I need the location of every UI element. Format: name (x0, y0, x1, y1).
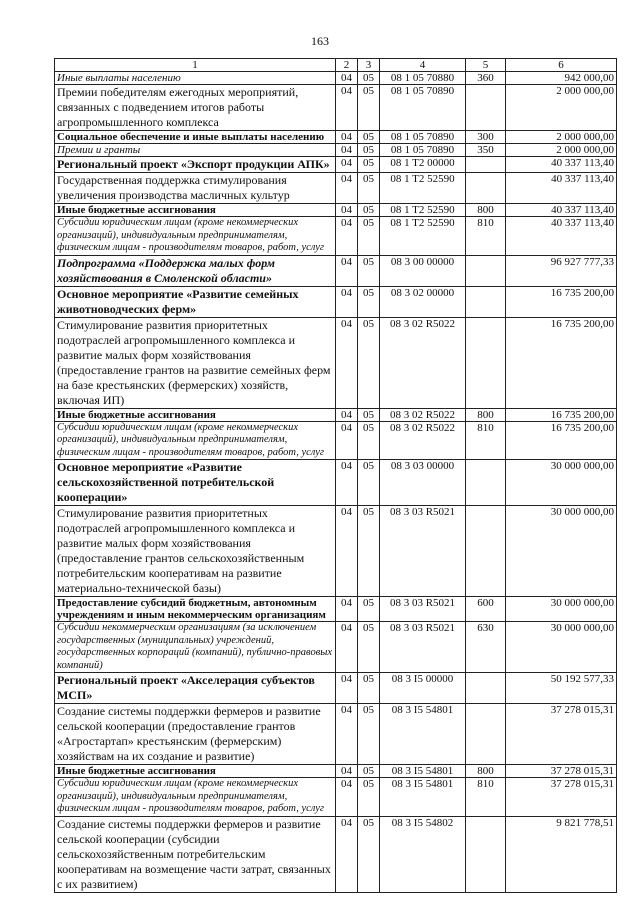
row-name-cell: Создание системы поддержки фермеров и развитие сельской кооперации (предоставление грантов «Агростартап» крестьянским (фермерским) хозяйствам на их создание и развитие) (55, 704, 336, 765)
budget-table (54, 58, 617, 893)
row-expense-type-cell (466, 506, 506, 597)
row-name-cell: Создание системы поддержки фермеров и развитие сельской кооперации (субсидии сельскохозяйственным потребительским кооперативам на возмещение части затрат, связанных с их развитием) (55, 816, 336, 892)
row-target-code-cell: 08 3 I5 54801 (380, 704, 466, 765)
row-amount-cell: 9 821 778,51 (506, 816, 617, 892)
row-name-cell: Премии и гранты (55, 144, 336, 157)
row-section-cell: 04 (336, 173, 358, 204)
table-row (55, 317, 617, 408)
row-amount-cell: 2 000 000,00 (506, 131, 617, 144)
table-row (55, 286, 617, 317)
row-section-cell: 04 (336, 506, 358, 597)
row-section-cell: 04 (336, 421, 358, 460)
header-col-6: 6 (506, 59, 617, 72)
row-expense-type-cell (466, 85, 506, 131)
row-name-cell: Предоставление субсидий бюджетным, автономным учреждениям и иным некоммерческим организациям (55, 597, 336, 622)
table-row (55, 72, 617, 85)
row-amount-cell: 40 337 113,40 (506, 204, 617, 217)
row-expense-type-cell (466, 460, 506, 506)
row-amount-cell: 16 735 200,00 (506, 317, 617, 408)
table-row (55, 778, 617, 817)
row-section-cell: 04 (336, 460, 358, 506)
row-amount-cell: 30 000 000,00 (506, 597, 617, 622)
row-subsection-cell: 05 (358, 506, 380, 597)
row-target-code-cell: 08 3 00 00000 (380, 255, 466, 286)
row-expense-type-cell (466, 704, 506, 765)
row-expense-type-cell: 810 (466, 778, 506, 817)
row-section-cell: 04 (336, 157, 358, 173)
row-subsection-cell: 05 (358, 72, 380, 85)
row-expense-type-cell: 360 (466, 72, 506, 85)
table-row (55, 157, 617, 173)
table-row (55, 597, 617, 622)
row-amount-cell: 96 927 777,33 (506, 255, 617, 286)
row-expense-type-cell: 810 (466, 421, 506, 460)
row-name-cell: Иные бюджетные ассигнования (55, 408, 336, 421)
row-section-cell: 04 (336, 408, 358, 421)
row-target-code-cell: 08 3 I5 54801 (380, 778, 466, 817)
row-expense-type-cell: 630 (466, 622, 506, 673)
table-row (55, 144, 617, 157)
page-number: 163 (311, 34, 329, 48)
row-name-cell: Субсидии юридическим лицам (кроме некоммерческих организаций), индивидуальным предпринимателям, физическим лицам - производителям товаров, работ, услуг (55, 217, 336, 256)
row-subsection-cell: 05 (358, 255, 380, 286)
row-section-cell: 04 (336, 597, 358, 622)
row-target-code-cell: 08 1 T2 00000 (380, 157, 466, 173)
row-subsection-cell: 05 (358, 157, 380, 173)
row-amount-cell: 2 000 000,00 (506, 85, 617, 131)
row-subsection-cell: 05 (358, 673, 380, 704)
table-row (55, 255, 617, 286)
row-expense-type-cell (466, 286, 506, 317)
row-target-code-cell: 08 1 T2 52590 (380, 217, 466, 256)
row-section-cell: 04 (336, 286, 358, 317)
row-name-cell: Субсидии юридическим лицам (кроме некоммерческих организаций), индивидуальным предпринимателям, физическим лицам - производителям товаров, работ, услуг (55, 778, 336, 817)
row-subsection-cell: 05 (358, 85, 380, 131)
row-subsection-cell: 05 (358, 765, 380, 778)
row-target-code-cell: 08 3 03 00000 (380, 460, 466, 506)
header-col-4: 4 (380, 59, 466, 72)
row-expense-type-cell: 810 (466, 217, 506, 256)
row-target-code-cell: 08 3 02 R5022 (380, 408, 466, 421)
row-subsection-cell: 05 (358, 778, 380, 817)
row-expense-type-cell (466, 157, 506, 173)
row-target-code-cell: 08 3 I5 54802 (380, 816, 466, 892)
header-col-5: 5 (466, 59, 506, 72)
row-subsection-cell: 05 (358, 421, 380, 460)
row-name-cell: Основное мероприятие «Развитие сельскохозяйственной потребительской кооперации» (55, 460, 336, 506)
row-amount-cell: 2 000 000,00 (506, 144, 617, 157)
row-section-cell: 04 (336, 317, 358, 408)
row-expense-type-cell (466, 317, 506, 408)
row-amount-cell: 40 337 113,40 (506, 157, 617, 173)
row-section-cell: 04 (336, 704, 358, 765)
row-target-code-cell: 08 3 03 R5021 (380, 622, 466, 673)
row-amount-cell: 30 000 000,00 (506, 622, 617, 673)
table-row (55, 131, 617, 144)
row-expense-type-cell: 300 (466, 131, 506, 144)
row-amount-cell: 37 278 015,31 (506, 704, 617, 765)
row-amount-cell: 16 735 200,00 (506, 286, 617, 317)
row-name-cell: Премии победителям ежегодных мероприятий, связанных с подведением итогов работы агропромышленного комплекса (55, 85, 336, 131)
row-expense-type-cell: 800 (466, 408, 506, 421)
row-name-cell: Субсидии юридическим лицам (кроме некоммерческих организаций), индивидуальным предпринимателям, физическим лицам - производителям товаров, работ, услуг (55, 421, 336, 460)
row-target-code-cell: 08 1 T2 52590 (380, 173, 466, 204)
row-name-cell: Иные выплаты населению (55, 72, 336, 85)
row-target-code-cell: 08 1 05 70890 (380, 144, 466, 157)
row-subsection-cell: 05 (358, 144, 380, 157)
row-expense-type-cell: 800 (466, 204, 506, 217)
row-name-cell: Региональный проект «Экспорт продукции АПК» (55, 157, 336, 173)
table-row (55, 704, 617, 765)
row-subsection-cell: 05 (358, 460, 380, 506)
row-expense-type-cell: 800 (466, 765, 506, 778)
row-subsection-cell: 05 (358, 622, 380, 673)
table-row (55, 506, 617, 597)
row-section-cell: 04 (336, 217, 358, 256)
row-expense-type-cell (466, 173, 506, 204)
table-row (55, 816, 617, 892)
header-col-3: 3 (358, 59, 380, 72)
row-expense-type-cell (466, 255, 506, 286)
row-target-code-cell: 08 3 02 R5022 (380, 317, 466, 408)
row-section-cell: 04 (336, 72, 358, 85)
table-row (55, 622, 617, 673)
row-section-cell: 04 (336, 816, 358, 892)
row-section-cell: 04 (336, 765, 358, 778)
row-expense-type-cell: 350 (466, 144, 506, 157)
row-section-cell: 04 (336, 204, 358, 217)
row-subsection-cell: 05 (358, 704, 380, 765)
row-amount-cell: 37 278 015,31 (506, 778, 617, 817)
row-name-cell: Субсидии некоммерческим организациям (за исключением государственных (муниципальных) учреждений, государственных корпораций (компаний), публично-правовых компаний) (55, 622, 336, 673)
row-subsection-cell: 05 (358, 317, 380, 408)
row-amount-cell: 30 000 000,00 (506, 506, 617, 597)
header-col-1: 1 (55, 59, 336, 72)
row-target-code-cell: 08 1 05 70890 (380, 131, 466, 144)
table-row (55, 408, 617, 421)
row-target-code-cell: 08 1 T2 52590 (380, 204, 466, 217)
row-name-cell: Региональный проект «Акселерация субъектов МСП» (55, 673, 336, 704)
row-section-cell: 04 (336, 778, 358, 817)
row-section-cell: 04 (336, 144, 358, 157)
row-amount-cell: 16 735 200,00 (506, 408, 617, 421)
row-subsection-cell: 05 (358, 816, 380, 892)
row-target-code-cell: 08 1 05 70880 (380, 72, 466, 85)
row-name-cell: Стимулирование развития приоритетных подотраслей агропромышленного комплекса и развитие малых форм хозяйствования (предоставление грантов на развитие семейных ферм на базе крестьянских (фермерских) хозяйств, включая ИП) (55, 317, 336, 408)
row-subsection-cell: 05 (358, 597, 380, 622)
row-expense-type-cell (466, 673, 506, 704)
row-section-cell: 04 (336, 622, 358, 673)
row-name-cell: Иные бюджетные ассигнования (55, 204, 336, 217)
row-amount-cell: 40 337 113,40 (506, 173, 617, 204)
row-section-cell: 04 (336, 85, 358, 131)
row-section-cell: 04 (336, 673, 358, 704)
table-row (55, 204, 617, 217)
row-subsection-cell: 05 (358, 217, 380, 256)
row-target-code-cell: 08 3 02 R5022 (380, 421, 466, 460)
table-header-row (55, 59, 617, 72)
row-name-cell: Социальное обеспечение и иные выплаты населению (55, 131, 336, 144)
row-subsection-cell: 05 (358, 408, 380, 421)
row-amount-cell: 30 000 000,00 (506, 460, 617, 506)
table-row (55, 421, 617, 460)
row-target-code-cell: 08 3 I5 00000 (380, 673, 466, 704)
row-target-code-cell: 08 3 02 00000 (380, 286, 466, 317)
table-row (55, 673, 617, 704)
row-target-code-cell: 08 1 05 70890 (380, 85, 466, 131)
row-amount-cell: 37 278 015,31 (506, 765, 617, 778)
row-amount-cell: 942 000,00 (506, 72, 617, 85)
row-amount-cell: 16 735 200,00 (506, 421, 617, 460)
row-section-cell: 04 (336, 131, 358, 144)
row-name-cell: Иные бюджетные ассигнования (55, 765, 336, 778)
row-section-cell: 04 (336, 255, 358, 286)
table-row (55, 765, 617, 778)
row-name-cell: Государственная поддержка стимулирования увеличения производства масличных культур (55, 173, 336, 204)
table-row (55, 173, 617, 204)
row-target-code-cell: 08 3 I5 54801 (380, 765, 466, 778)
row-expense-type-cell: 600 (466, 597, 506, 622)
row-subsection-cell: 05 (358, 204, 380, 217)
table-row (55, 217, 617, 256)
row-subsection-cell: 05 (358, 286, 380, 317)
row-target-code-cell: 08 3 03 R5021 (380, 506, 466, 597)
row-subsection-cell: 05 (358, 131, 380, 144)
row-name-cell: Основное мероприятие «Развитие семейных животноводческих ферм» (55, 286, 336, 317)
row-expense-type-cell (466, 816, 506, 892)
row-amount-cell: 40 337 113,40 (506, 217, 617, 256)
row-amount-cell: 50 192 577,33 (506, 673, 617, 704)
table-row (55, 460, 617, 506)
row-subsection-cell: 05 (358, 173, 380, 204)
row-target-code-cell: 08 3 03 R5021 (380, 597, 466, 622)
row-name-cell: Подпрограмма «Поддержка малых форм хозяйствования в Смоленской области» (55, 255, 336, 286)
header-col-2: 2 (336, 59, 358, 72)
row-name-cell: Стимулирование развития приоритетных подотраслей агропромышленного комплекса и развитие малых форм хозяйствования (предоставление грантов сельскохозяйственным потребительским кооперативам на развитие материально-технической базы) (55, 506, 336, 597)
table-row (55, 85, 617, 131)
